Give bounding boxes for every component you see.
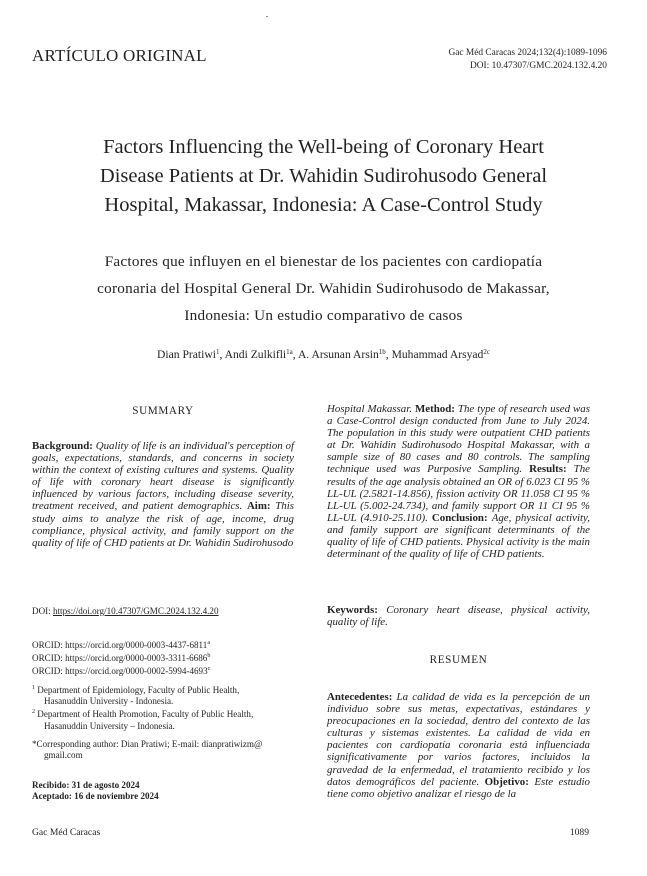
affiliation-line-cont: Hasanuddin University – Indonesia. [44,720,175,731]
objetivo-text: Este estudio tiene como objetivo analizar el riesgo de la [327,775,590,800]
affiliation-line-cont: Hasanuddin University - Indonesia. [44,696,174,707]
author-name: Dian Pratiwi [157,348,216,361]
title-en-line-2: Disease Patients at Dr. Wahidin Sudirohusodo General [99,165,548,187]
author-affiliation-mark: 1b [378,348,386,356]
title-es-line-3: Indonesia: Un estudio comparativo de casos [184,307,463,324]
title-en-line-1: Factors Influencing the Well-being of Coronary Heart [103,136,544,158]
summary-abstract-part-1 [32,440,294,549]
aim-text: This study aims to analyze the risk of age, income, drug compliance, physical activity, and family support on the quality of life of CHD patients at Dr. Wahidin Sudirohusodo [32,500,294,549]
keywords-block [327,604,590,628]
author-affiliation-mark: 1a [286,348,293,356]
orcid-list [32,638,294,678]
background-label: Background: [32,440,93,452]
keywords-label: Keywords: [327,604,378,616]
article-title-english [40,133,607,220]
affiliation-mark: 1 [32,685,35,691]
author-separator: , [292,348,298,361]
affiliation-item [32,707,294,720]
author-affiliation-mark: 2c [483,348,490,356]
citation-line: Gac Méd Caracas 2024;132(4):1089-1096 [448,48,607,58]
orcid-text[interactable]: ORCID: https://orcid.org/0000-0002-5994-4693 [32,666,208,677]
orcid-mark: a [207,640,210,646]
objetivo-label: Objetivo: [484,775,529,788]
orcid-mark: b [207,653,211,660]
doi-header-line: DOI: 10.47307/GMC.2024.132.4.20 [470,60,607,71]
author-separator: , [385,348,392,361]
orcid-text[interactable]: ORCID: https://orcid.org/0000-0003-3311-6686 [32,653,208,664]
summary-abstract-part-2 [327,403,590,560]
section-label: ARTÍCULO ORIGINAL [32,46,207,65]
orcid-line [32,638,294,651]
resumen-abstract [327,691,590,800]
method-text: The type of research used was a Case-Control design conducted from June to July 2024. The population in this study were outpatient CHD patients at Dr. Wahidin Sudirohusodo Hospital Makassar, with a sample size of 80 cases and 80 controls. The sampling technique used was Purposive Sampling. [327,403,590,476]
received-date: Recibido: 31 de agosto 2024 [32,780,140,790]
affiliation-line: Department of Epidemiology, Faculty of Public Health, [37,685,240,696]
affiliation-list [32,683,294,732]
title-es-line-1: Factores que influyen en el bienestar de los pacientes con cardiopatía [104,253,543,270]
journal-citation [448,47,607,72]
corresponding-author [32,739,294,761]
author-separator: , [219,348,225,361]
method-label: Method: [414,403,455,415]
summary-continuation: Hospital Makassar. [327,403,412,415]
orcid-line [32,651,294,664]
doi-link[interactable]: https://doi.org/10.47307/GMC.2024.132.4.20 [52,606,219,616]
author-name: Andi Zulkifli [224,348,287,361]
title-en-line-3: Hospital, Makassar, Indonesia: A Case-Control Study [104,194,543,216]
scan-speck [266,16,268,17]
affiliation-item [32,683,294,696]
results-text: The results of the age analysis obtained an OR of 6.023 CI 95 % LL-UL (2.5821-14.856), fission activity OR 11.058 CI 95 % LL-UL (5.002-24.734), and family support OR 11 CI 95 % LL-UL (4.910-25.110). [327,463,590,524]
affiliation-line: Department of Health Promotion, Faculty of Public Health, [37,709,254,720]
orcid-text[interactable]: ORCID: https://orcid.org/0000-0003-4437-6811 [32,640,208,651]
article-dates [32,780,294,802]
title-es-line-2: coronaria del Hospital General Dr. Wahidin Sudirohusodo de Makassar, [97,280,550,297]
article-title-spanish [40,248,607,329]
orcid-line [32,664,294,677]
orcid-mark: c [207,666,211,673]
resumen-heading: RESUMEN [429,654,488,666]
aim-label: Aim: [246,500,271,513]
author-name: Muhammad Arsyad [391,348,484,361]
author-name: A. Arsunan Arsin [297,348,379,361]
antecedentes-label: Antecedentes: [327,691,393,703]
background-text: Quality of life is an individual's perception of goals, expectations, standards, and concerns in society within the context of existing cultures and systems. Quality of life with coronary heart disease is significantly influenced by various factors, including disease severity, treatment received, and patient demographics. [32,440,294,513]
corresponding-line: *Corresponding author: Dian Pratiwi; E-mail: dianpratiwizm@ [32,739,263,749]
author-list [40,348,607,361]
footer-journal: Gac Méd Caracas [32,827,101,838]
affiliation-mark: 2 [32,709,35,716]
antecedentes-text: La calidad de vida es la percepción de un individuo sobre sus metas, expectativas, estándares y preocupaciones en la sociedad, dentro del contexto de las culturas y sistemas existentes. La calidad de vida en pacientes con cardiopatía coronaria está influenciada significativamente por varios factores, incluidos la gravedad de la enfermedad, el tratamiento recibido y los datos demográficos del paciente. [327,691,590,788]
corresponding-email-cont: gmail.com [44,750,83,761]
doi-label: DOI: [32,606,53,616]
conclusion-text: Age, physical activity, and family support are significant determinants of the quality of life of CHD patients. Physical activity is the main determinant of the quality of life of CHD patients. [327,511,590,561]
page-number: 1089 [569,827,589,838]
results-label: Results: [529,463,567,476]
author-affiliation-mark: 1 [215,348,220,356]
keywords-text: Coronary heart disease, physical activity, quality of life. [327,604,590,629]
doi-block [32,606,294,617]
accepted-date: Aceptado: 16 de noviembre 2024 [32,791,159,802]
summary-heading: SUMMARY [132,405,194,417]
conclusion-label: Conclusion: [431,511,488,524]
